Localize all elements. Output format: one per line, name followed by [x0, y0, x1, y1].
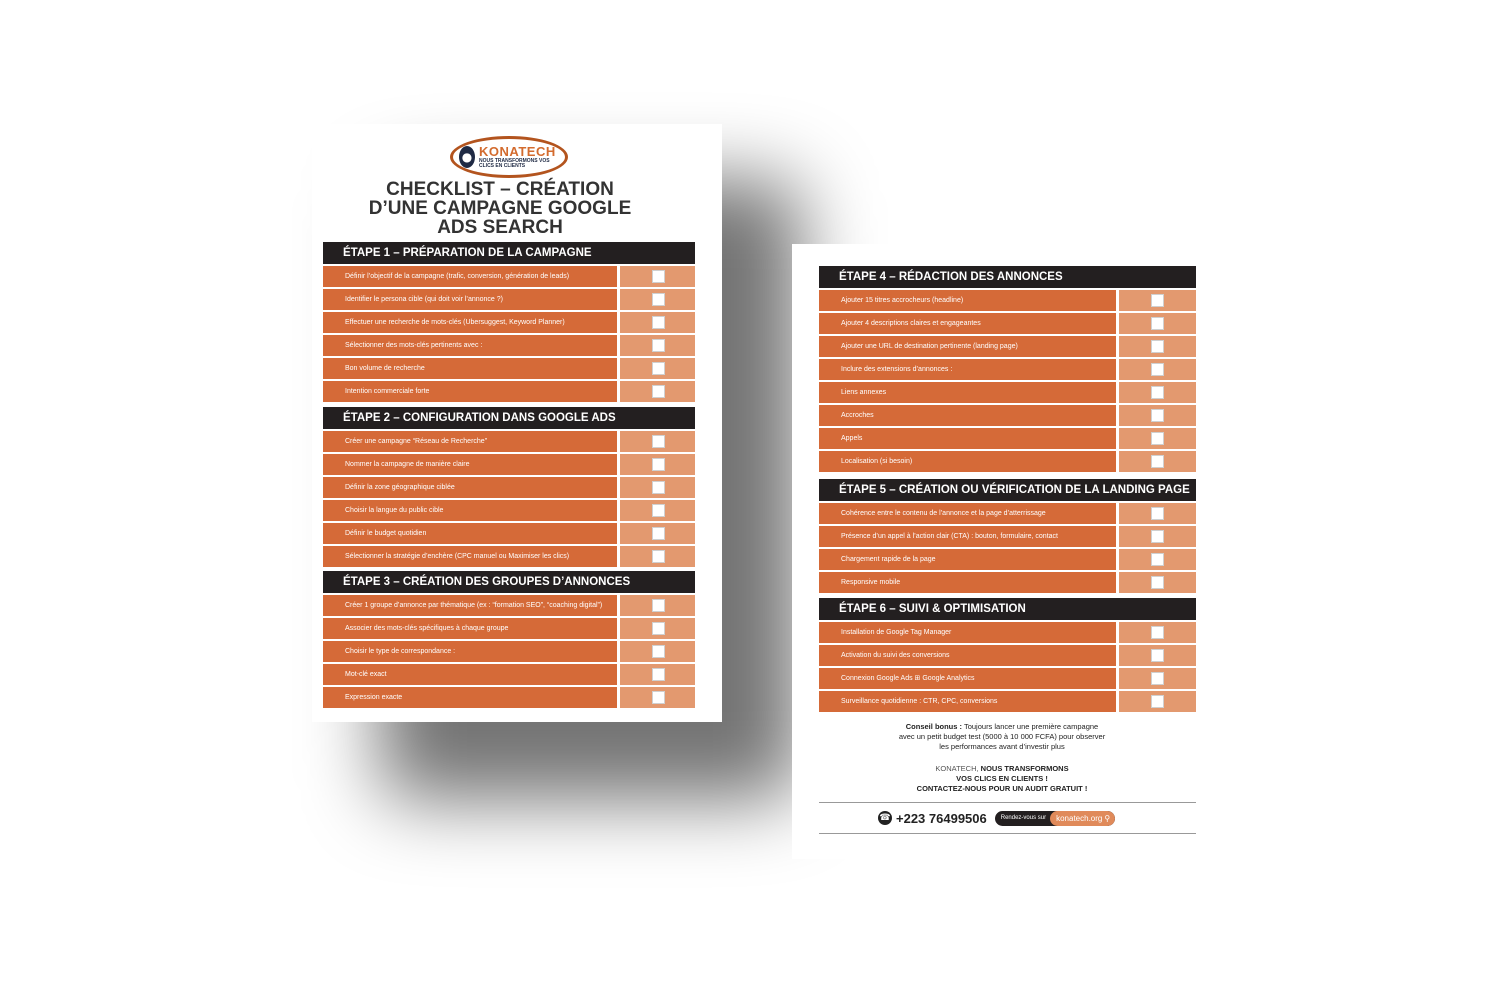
checklist-item-label: Ajouter 4 descriptions claires et engageantes — [819, 313, 1116, 334]
step-heading: ÉTAPE 2 – CONFIGURATION DANS GOOGLE ADS — [323, 407, 695, 429]
checkbox-cell — [620, 454, 695, 475]
visit-label: Rendez-vous sur — [1000, 815, 1047, 821]
checkbox-cell — [1119, 622, 1196, 643]
checkbox-icon[interactable] — [1151, 695, 1164, 708]
checkbox-cell — [1119, 645, 1196, 666]
checkbox-icon[interactable] — [1151, 317, 1164, 330]
checkbox-icon[interactable] — [1151, 530, 1164, 543]
cta-line-2: VOS CLICS EN CLIENTS ! — [956, 774, 1048, 783]
checkbox-icon[interactable] — [1151, 576, 1164, 589]
checkbox-icon[interactable] — [1151, 386, 1164, 399]
checkbox-cell — [1119, 572, 1196, 593]
checklist-item-label: Responsive mobile — [819, 572, 1116, 593]
checklist-item-label: Intention commerciale forte — [323, 381, 617, 402]
step-heading: ÉTAPE 4 – RÉDACTION DES ANNONCES — [819, 266, 1196, 288]
checklist-item-label: Définir l’objectif de la campagne (trafic, conversion, génération de leads) — [323, 266, 617, 287]
checkbox-cell — [1119, 526, 1196, 547]
checkbox-cell — [1119, 691, 1196, 712]
step-section — [323, 407, 695, 569]
step-heading: ÉTAPE 1 – PRÉPARATION DE LA CAMPAGNE — [323, 242, 695, 264]
checklist-row — [323, 335, 695, 356]
checklist-row — [819, 313, 1196, 334]
checkbox-icon[interactable] — [652, 316, 665, 329]
checklist-row — [819, 336, 1196, 357]
checklist-row — [819, 503, 1196, 524]
checklist-row — [323, 641, 695, 662]
checkbox-cell — [620, 546, 695, 567]
checkbox-icon[interactable] — [652, 622, 665, 635]
checkbox-cell — [1119, 382, 1196, 403]
checklist-row — [323, 500, 695, 521]
bonus-line-1: Toujours lancer une première campagne — [962, 722, 1099, 731]
checkbox-cell — [620, 335, 695, 356]
checklist-row — [323, 312, 695, 333]
website-link[interactable] — [1050, 811, 1115, 826]
checkbox-cell — [620, 312, 695, 333]
checklist-item-label: Identifier le persona cible (qui doit voir l’annonce ?) — [323, 289, 617, 310]
checkbox-icon[interactable] — [652, 550, 665, 563]
bonus-line-3: les performances avant d’investir plus — [939, 742, 1065, 751]
checkbox-cell — [1119, 290, 1196, 311]
page-title: CHECKLIST – CRÉATION D’UNE CAMPAGNE GOOGLE ADS SEARCH — [368, 179, 632, 238]
checklist-row — [323, 664, 695, 685]
checklist-row — [819, 549, 1196, 570]
bonus-label: Conseil bonus : — [905, 722, 963, 731]
step-section — [323, 242, 695, 404]
step-heading: ÉTAPE 5 – CRÉATION OU VÉRIFICATION DE LA LANDING PAGE — [819, 479, 1196, 501]
checkbox-cell — [620, 381, 695, 402]
step-section — [819, 266, 1196, 474]
checkbox-cell — [620, 523, 695, 544]
checklist-row — [323, 454, 695, 475]
people-icon: ● — [459, 146, 475, 168]
checklist-page-1 — [312, 124, 722, 722]
checklist-item-label: Nommer la campagne de manière claire — [323, 454, 617, 475]
checklist-item-label: Sélectionner des mots-clés pertinents avec : — [323, 335, 617, 356]
checklist-row — [323, 546, 695, 567]
checklist-row — [323, 523, 695, 544]
checkbox-icon[interactable] — [1151, 649, 1164, 662]
checkbox-icon[interactable] — [1151, 553, 1164, 566]
checklist-row — [819, 526, 1196, 547]
step-section — [323, 571, 695, 710]
checklist-item-label: Expression exacte — [323, 687, 617, 708]
logo-tagline: NOUS TRANSFORMONS VOS CLICS EN CLIENTS — [479, 158, 550, 169]
checkbox-icon[interactable] — [1151, 672, 1164, 685]
checkbox-icon[interactable] — [1151, 363, 1164, 376]
checklist-row — [819, 359, 1196, 380]
contact-bar — [878, 809, 1115, 827]
checkbox-icon[interactable] — [652, 691, 665, 704]
checkbox-icon[interactable] — [1151, 507, 1164, 520]
checklist-item-label: Effectuer une recherche de mots-clés (Ubersuggest, Keyword Planner) — [323, 312, 617, 333]
checklist-row — [323, 431, 695, 452]
checklist-item-label: Cohérence entre le contenu de l’annonce et la page d’atterrissage — [819, 503, 1116, 524]
checkbox-icon[interactable] — [652, 481, 665, 494]
checklist-row — [323, 595, 695, 616]
phone-number[interactable]: +223 76499506 — [896, 810, 987, 826]
checkbox-icon[interactable] — [1151, 455, 1164, 468]
checkbox-icon[interactable] — [652, 645, 665, 658]
checklist-row — [323, 358, 695, 379]
checkbox-icon[interactable] — [652, 435, 665, 448]
checklist-row — [819, 428, 1196, 449]
checkbox-icon[interactable] — [652, 362, 665, 375]
website-pill[interactable] — [995, 811, 1115, 826]
checklist-item-label: Choisir la langue du public cible — [323, 500, 617, 521]
checkbox-cell — [1119, 405, 1196, 426]
checklist-item-label: Présence d’un appel à l’action clair (CTA) : bouton, formulaire, contact — [819, 526, 1116, 547]
checkbox-cell — [1119, 503, 1196, 524]
checklist-row — [819, 691, 1196, 712]
checklist-row — [819, 622, 1196, 643]
checklist-item-label: Définir le budget quotidien — [323, 523, 617, 544]
checklist-item-label: Créer 1 groupe d’annonce par thématique (ex : “formation SEO”, “coaching digital”) — [323, 595, 617, 616]
bonus-tip — [852, 722, 1152, 752]
checkbox-icon[interactable] — [652, 504, 665, 517]
cta-line-3: CONTACTEZ-NOUS POUR UN AUDIT GRATUIT ! — [916, 784, 1088, 793]
checkbox-cell — [620, 641, 695, 662]
checklist-row — [819, 382, 1196, 403]
checklist-item-label: Sélectionner la stratégie d’enchère (CPC manuel ou Maximiser les clics) — [323, 546, 617, 567]
checklist-row — [819, 645, 1196, 666]
cta-block — [852, 764, 1152, 794]
checkbox-cell — [1119, 313, 1196, 334]
checkbox-icon[interactable] — [652, 527, 665, 540]
checklist-row — [819, 405, 1196, 426]
checkbox-cell — [620, 266, 695, 287]
bonus-line-2: avec un petit budget test (5000 à 10 000 FCFA) pour observer — [898, 732, 1106, 741]
checklist-row — [819, 668, 1196, 689]
checklist-item-label: Connexion Google Ads ⊞ Google Analytics — [819, 668, 1116, 689]
logo-brand: KONATECH — [479, 144, 556, 159]
checklist-row — [323, 381, 695, 402]
step-heading: ÉTAPE 6 – SUIVI & OPTIMISATION — [819, 598, 1196, 620]
step-section — [819, 479, 1196, 595]
checkbox-icon[interactable] — [652, 385, 665, 398]
divider-bottom — [819, 833, 1196, 834]
search-icon: ⚲ — [1104, 813, 1111, 823]
checklist-row — [323, 618, 695, 639]
checkbox-icon[interactable] — [1151, 432, 1164, 445]
checklist-row — [819, 572, 1196, 593]
checklist-item-label: Définir la zone géographique ciblée — [323, 477, 617, 498]
checkbox-icon[interactable] — [652, 668, 665, 681]
cta-brand: KONATECH, — [935, 764, 979, 773]
checkbox-cell — [1119, 336, 1196, 357]
checklist-item-label: Ajouter une URL de destination pertinente (landing page) — [819, 336, 1116, 357]
checklist-item-label: Mot-clé exact — [323, 664, 617, 685]
checkbox-cell — [620, 500, 695, 521]
checklist-row — [323, 289, 695, 310]
checkbox-icon[interactable] — [652, 458, 665, 471]
checklist-item-label: Associer des mots-clés spécifiques à chaque groupe — [323, 618, 617, 639]
checklist-row — [323, 687, 695, 708]
phone-icon: ☎ — [879, 813, 891, 823]
website-url: konatech.org — [1056, 813, 1103, 823]
checkbox-icon[interactable] — [1151, 340, 1164, 353]
checklist-item-label: Inclure des extensions d’annonces : — [819, 359, 1116, 380]
checklist-row — [323, 266, 695, 287]
checklist-item-label: Accroches — [819, 405, 1116, 426]
checkbox-cell — [1119, 549, 1196, 570]
checkbox-icon[interactable] — [652, 599, 665, 612]
konatech-logo — [450, 136, 568, 178]
checkbox-cell — [1119, 428, 1196, 449]
checklist-item-label: Surveillance quotidienne : CTR, CPC, conversions — [819, 691, 1116, 712]
checkbox-cell — [620, 358, 695, 379]
checklist-item-label: Choisir le type de correspondance : — [323, 641, 617, 662]
checklist-row — [323, 477, 695, 498]
cta-line-1: NOUS TRANSFORMONS — [978, 764, 1069, 773]
checkbox-cell — [620, 431, 695, 452]
checkbox-cell — [1119, 359, 1196, 380]
checkbox-cell — [620, 687, 695, 708]
checkbox-cell — [620, 289, 695, 310]
checklist-item-label: Liens annexes — [819, 382, 1116, 403]
checklist-item-label: Chargement rapide de la page — [819, 549, 1116, 570]
checkbox-icon[interactable] — [1151, 409, 1164, 422]
checkbox-icon[interactable] — [652, 270, 665, 283]
checkbox-cell — [1119, 451, 1196, 472]
checklist-item-label: Ajouter 15 titres accrocheurs (headline) — [819, 290, 1116, 311]
checkbox-cell — [620, 595, 695, 616]
checklist-item-label: Installation de Google Tag Manager — [819, 622, 1116, 643]
checkbox-cell — [620, 618, 695, 639]
checklist-item-label: Créer une campagne “Réseau de Recherche” — [323, 431, 617, 452]
checklist-item-label: Localisation (si besoin) — [819, 451, 1116, 472]
step-heading: ÉTAPE 3 – CRÉATION DES GROUPES D’ANNONCES — [323, 571, 695, 593]
checklist-item-label: Appels — [819, 428, 1116, 449]
checkbox-cell — [1119, 668, 1196, 689]
checklist-item-label: Bon volume de recherche — [323, 358, 617, 379]
checklist-item-label: Activation du suivi des conversions — [819, 645, 1116, 666]
checklist-row — [819, 451, 1196, 472]
checklist-page-2 — [792, 244, 1212, 859]
checkbox-cell — [620, 477, 695, 498]
checklist-row — [819, 290, 1196, 311]
step-section — [819, 598, 1196, 714]
checkbox-icon[interactable] — [652, 293, 665, 306]
divider-top — [819, 802, 1196, 803]
checkbox-cell — [620, 664, 695, 685]
checkbox-icon[interactable] — [652, 339, 665, 352]
checkbox-icon[interactable] — [1151, 626, 1164, 639]
checkbox-icon[interactable] — [1151, 294, 1164, 307]
